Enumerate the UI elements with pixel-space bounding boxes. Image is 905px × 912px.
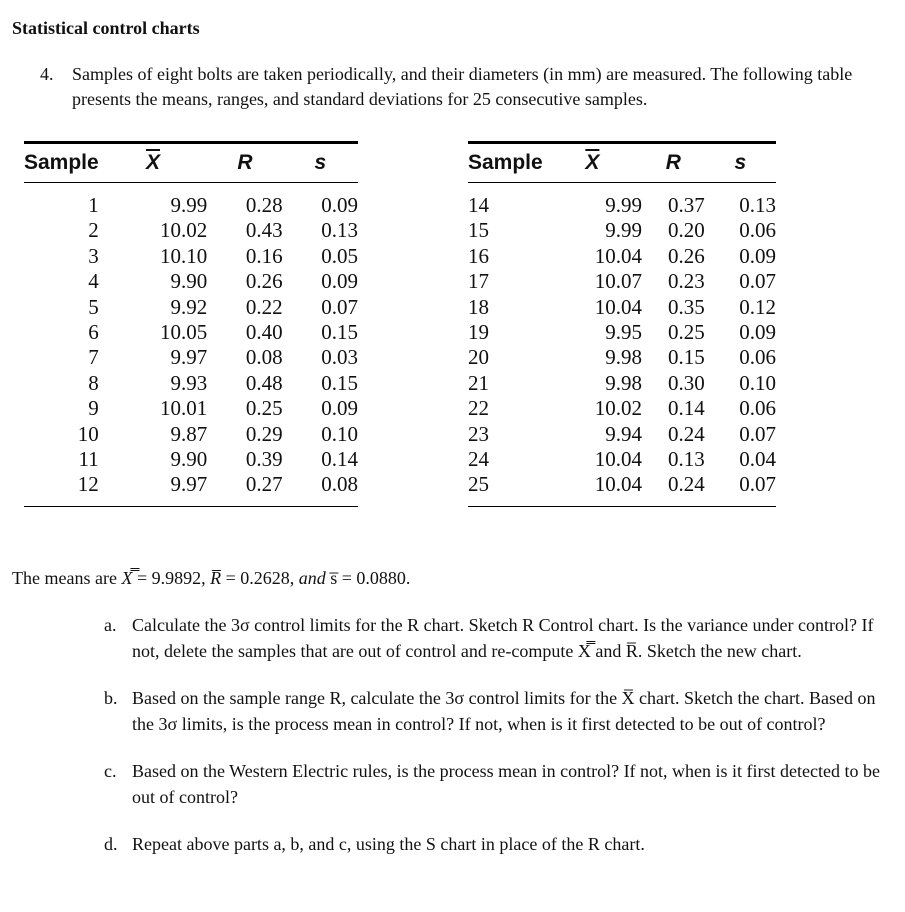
cell-sample: 3 bbox=[88, 243, 99, 268]
cell-stddev: 0.15 bbox=[321, 320, 358, 345]
table-header-row bbox=[468, 143, 776, 183]
cell-range: 0.16 bbox=[245, 243, 283, 268]
cell-sample: 10 bbox=[77, 421, 99, 446]
cell-stddev: 0.07 bbox=[705, 472, 776, 506]
cell-xbar: 9.87 bbox=[170, 421, 208, 446]
cell-sample: 21 bbox=[468, 370, 489, 395]
cell-xbar: 10.10 bbox=[160, 243, 208, 268]
cell-xbar: 10.04 bbox=[543, 472, 642, 506]
cell-range: 0.48 bbox=[245, 370, 283, 395]
cell-stddev: 0.05 bbox=[321, 243, 358, 268]
table-body-left bbox=[24, 183, 358, 507]
cell-xbar: 10.02 bbox=[160, 218, 208, 243]
cell-sample: 14 bbox=[468, 193, 489, 217]
cell-stddev: 0.07 bbox=[739, 421, 776, 446]
table-row bbox=[24, 422, 358, 447]
cell-stddev: 0.04 bbox=[739, 447, 776, 472]
cell-stddev: 0.07 bbox=[321, 294, 358, 319]
cell-range: 0.13 bbox=[667, 447, 705, 472]
cell-xbar: 9.92 bbox=[170, 294, 208, 319]
header-range: R bbox=[642, 143, 705, 183]
table-row bbox=[468, 183, 776, 219]
cell-sample: 19 bbox=[468, 320, 489, 345]
cell-xbar: 9.99 bbox=[605, 218, 643, 243]
table-row bbox=[468, 320, 776, 345]
cell-xbar: 10.04 bbox=[594, 243, 643, 268]
header-sample: Sample bbox=[24, 143, 99, 183]
section-title: Statistical control charts bbox=[12, 18, 200, 38]
cell-sample: 20 bbox=[468, 345, 489, 370]
header-range: R bbox=[207, 143, 282, 183]
cell-range: 0.25 bbox=[667, 320, 705, 345]
cell-stddev: 0.10 bbox=[321, 421, 358, 446]
cell-sample: 6 bbox=[88, 320, 99, 345]
cell-range: 0.14 bbox=[667, 396, 705, 421]
cell-xbar: 9.95 bbox=[605, 320, 643, 345]
cell-sample: 4 bbox=[88, 269, 99, 294]
table-row bbox=[24, 320, 358, 345]
table-body-right bbox=[468, 183, 776, 507]
cell-xbar: 10.02 bbox=[594, 396, 643, 421]
cell-range: 0.30 bbox=[667, 370, 705, 395]
table-row bbox=[24, 371, 358, 396]
table-row bbox=[24, 345, 358, 370]
cell-range: 0.08 bbox=[245, 345, 283, 370]
cell-range: 0.22 bbox=[245, 294, 283, 319]
header-stddev: s bbox=[705, 143, 776, 183]
header-stddev: s bbox=[283, 143, 358, 183]
cell-xbar: 9.97 bbox=[170, 345, 208, 370]
cell-xbar: 9.97 bbox=[99, 472, 208, 506]
cell-range: 0.23 bbox=[667, 269, 705, 294]
cell-range: 0.26 bbox=[667, 243, 705, 268]
cell-sample: 18 bbox=[468, 294, 489, 319]
table-row bbox=[24, 183, 358, 219]
cell-stddev: 0.14 bbox=[321, 447, 358, 472]
cell-xbar: 9.99 bbox=[170, 193, 208, 217]
cell-xbar: 9.99 bbox=[605, 193, 643, 217]
table-row bbox=[24, 269, 358, 294]
problem-text: Samples of eight bolts are taken periodically, and their diameters (in mm) are measured. The following table presents the means, ranges, and standard deviations for 25 consecutive samples. bbox=[72, 64, 853, 109]
cell-stddev: 0.07 bbox=[739, 269, 776, 294]
cell-stddev: 0.09 bbox=[739, 320, 776, 345]
cell-xbar: 10.07 bbox=[594, 269, 643, 294]
cell-stddev: 0.06 bbox=[739, 396, 776, 421]
cell-stddev: 0.13 bbox=[739, 193, 776, 217]
question-part-c: c. Based on the Western Electric rules, is the process mean in control? If not, when is it first detected to be out of control? bbox=[104, 761, 880, 807]
table-row bbox=[468, 396, 776, 421]
cell-xbar: 9.94 bbox=[605, 421, 643, 446]
cell-xbar: 9.98 bbox=[605, 345, 643, 370]
table-row bbox=[24, 472, 358, 506]
cell-stddev: 0.12 bbox=[739, 294, 776, 319]
cell-stddev: 0.06 bbox=[739, 218, 776, 243]
cell-range: 0.24 bbox=[667, 421, 705, 446]
table-row bbox=[468, 345, 776, 370]
cell-xbar: 9.93 bbox=[170, 370, 208, 395]
question-parts bbox=[104, 612, 894, 878]
header-sample: Sample bbox=[468, 143, 543, 183]
question-part-a: a. Calculate the 3σ control limits for the R chart. Sketch R Control chart. Is the variance under control? If not, delete the samples that are out of control and re-compute X̿ and R̅. Sketch the new chart. bbox=[104, 615, 874, 661]
table-row bbox=[24, 396, 358, 421]
header-xbar: $\overline{X}$ bbox=[543, 143, 642, 183]
cell-stddev: 0.03 bbox=[321, 345, 358, 370]
cell-stddev: 0.15 bbox=[321, 370, 358, 395]
cell-sample: 23 bbox=[468, 421, 489, 446]
question-part-d: d. Repeat above parts a, b, and c, using the S chart in place of the R chart. bbox=[104, 834, 645, 854]
cell-xbar: 9.98 bbox=[605, 370, 643, 395]
header-xbar: $\overline{X}$ bbox=[99, 143, 208, 183]
cell-sample: 17 bbox=[468, 269, 489, 294]
table-row bbox=[24, 244, 358, 269]
cell-range: 0.24 bbox=[642, 472, 705, 506]
cell-sample: 8 bbox=[88, 370, 99, 395]
cell-range: 0.37 bbox=[667, 193, 705, 217]
cell-xbar: 10.05 bbox=[160, 320, 208, 345]
cell-sample: 24 bbox=[468, 447, 489, 472]
table-header-row bbox=[24, 143, 358, 183]
cell-stddev: 0.13 bbox=[321, 218, 358, 243]
cell-sample: 16 bbox=[468, 243, 489, 268]
cell-sample: 2 bbox=[88, 218, 99, 243]
cell-range: 0.40 bbox=[245, 320, 283, 345]
data-table-right bbox=[468, 141, 776, 507]
data-table-left bbox=[24, 141, 358, 507]
cell-sample: 5 bbox=[88, 294, 99, 319]
cell-range: 0.20 bbox=[667, 218, 705, 243]
cell-range: 0.15 bbox=[667, 345, 705, 370]
cell-sample: 11 bbox=[78, 447, 99, 472]
problem-number: 4. bbox=[40, 64, 54, 84]
table-row bbox=[24, 295, 358, 320]
table-row bbox=[24, 447, 358, 472]
cell-sample: 7 bbox=[88, 345, 99, 370]
table-row bbox=[468, 422, 776, 447]
cell-stddev: 0.09 bbox=[321, 193, 358, 217]
means-statement: The means are X̿ = 9.9892, R̅ = 0.2628, and s̅ = 0.0880. bbox=[12, 568, 411, 588]
cell-range: 0.25 bbox=[245, 396, 283, 421]
cell-stddev: 0.09 bbox=[321, 396, 358, 421]
cell-sample: 1 bbox=[88, 193, 99, 217]
cell-range: 0.28 bbox=[245, 193, 283, 217]
table-row bbox=[468, 244, 776, 269]
cell-range: 0.35 bbox=[667, 294, 705, 319]
table-row bbox=[468, 472, 776, 506]
cell-xbar: 10.04 bbox=[594, 294, 643, 319]
cell-range: 0.39 bbox=[245, 447, 283, 472]
problem-statement bbox=[40, 62, 870, 112]
table-row bbox=[468, 447, 776, 472]
table-row bbox=[468, 371, 776, 396]
cell-xbar: 10.01 bbox=[160, 396, 208, 421]
cell-xbar: 9.90 bbox=[170, 269, 208, 294]
cell-stddev: 0.09 bbox=[321, 269, 358, 294]
cell-sample: 22 bbox=[468, 396, 489, 421]
cell-stddev: 0.10 bbox=[739, 370, 776, 395]
cell-stddev: 0.09 bbox=[739, 243, 776, 268]
cell-stddev: 0.08 bbox=[283, 472, 358, 506]
cell-sample: 15 bbox=[468, 218, 489, 243]
cell-sample: 25 bbox=[468, 472, 543, 506]
cell-range: 0.43 bbox=[245, 218, 283, 243]
table-row bbox=[468, 295, 776, 320]
table-row bbox=[468, 269, 776, 294]
cell-stddev: 0.06 bbox=[739, 345, 776, 370]
cell-range: 0.27 bbox=[207, 472, 282, 506]
cell-range: 0.26 bbox=[245, 269, 283, 294]
cell-xbar: 9.90 bbox=[170, 447, 208, 472]
table-row bbox=[24, 218, 358, 243]
cell-sample: 9 bbox=[88, 396, 99, 421]
table-row bbox=[468, 218, 776, 243]
cell-sample: 12 bbox=[24, 472, 99, 506]
question-part-b: b. Based on the sample range R, calculate the 3σ control limits for the X̅ chart. Sketch the chart. Based on the 3σ limits, is the process mean in control? If not, when is it first detected to be out of control? bbox=[104, 688, 876, 734]
cell-xbar: 10.04 bbox=[594, 447, 643, 472]
cell-range: 0.29 bbox=[245, 421, 283, 446]
